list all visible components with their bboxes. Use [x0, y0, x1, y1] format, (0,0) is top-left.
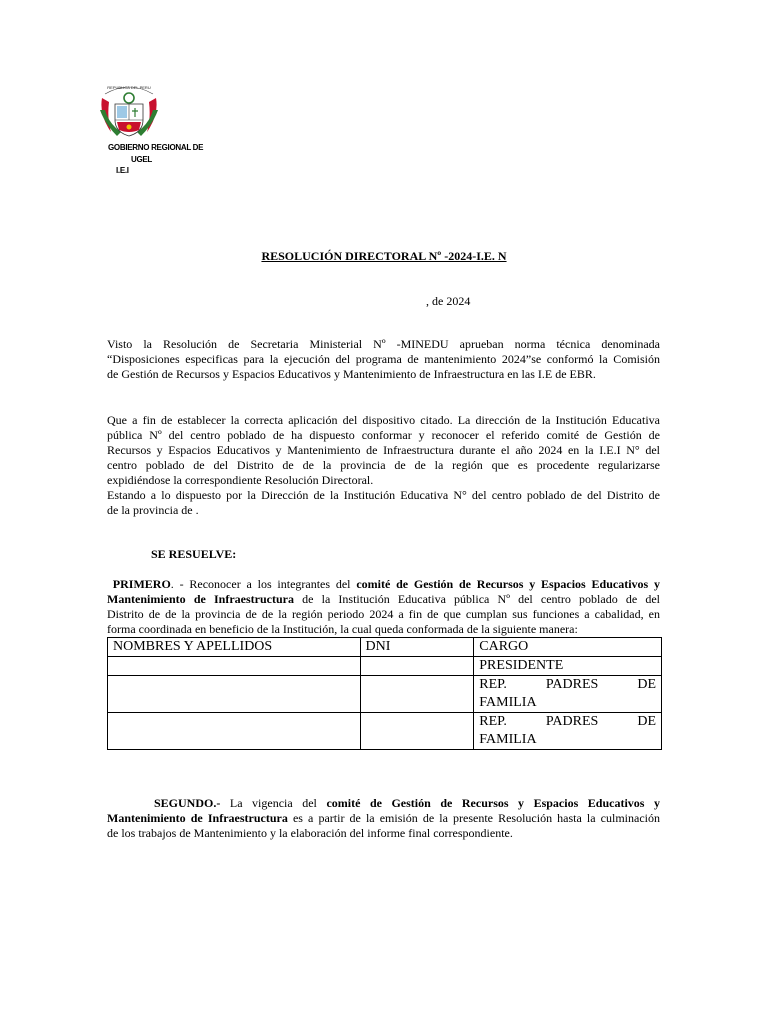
table-row	[108, 657, 662, 676]
table-row	[108, 713, 662, 750]
primero-text: Reconocer a los integrantes del	[183, 577, 357, 591]
committee-name: comité de Gestión de Recursos y Espacios Educativos y	[326, 796, 661, 810]
visto-paragraph	[107, 337, 660, 382]
considerando-line: de la provincia de .	[107, 503, 199, 517]
segundo-text: es a partir de la emisión de la presente Resolución hasta la culminación	[287, 811, 660, 825]
cargo-text: REP. PADRES DE	[479, 677, 656, 692]
considerando-line: Recursos y Espacios Educativos y Mantenimiento de Infraestructura durante el año 2024 en la I.E.I N° del	[107, 443, 660, 457]
considerando-paragraph	[107, 413, 660, 518]
cargo-text: REP. PADRES DE	[479, 714, 656, 729]
primero-text: de la Institución Educativa pública Nº del centro poblado de del	[293, 592, 661, 606]
resolution-date: , de 2024	[426, 294, 471, 308]
primero-line: forma coordinada en beneficio de la Institución, la cual queda conformada de la siguiente manera:	[107, 622, 578, 636]
segundo-line	[107, 796, 660, 811]
se-resuelve-heading: SE RESUELVE:	[151, 547, 237, 561]
segundo-text: La vigencia del	[220, 796, 327, 810]
visto-line: de Gestión de Recursos y Espacios Educativos y Mantenimiento de Infraestructura en las I.E de EBR.	[107, 367, 596, 381]
committee-name: Mantenimiento de Infraestructura	[107, 592, 294, 606]
primero-label: PRIMERO	[112, 577, 171, 591]
considerando-line: Estando a lo dispuesto por la Dirección de la Institución Educativa N° del centro poblado de del Distrito de	[107, 488, 660, 502]
cargo-cell	[474, 713, 662, 750]
segundo-line	[107, 811, 660, 826]
cargo-text: PRESIDENTE	[479, 658, 564, 673]
cargo-cell	[474, 676, 662, 713]
org-iei-line: I.E.I	[116, 166, 129, 175]
segundo-label: SEGUNDO.-	[154, 796, 221, 810]
header-cargo: CARGO	[474, 638, 662, 657]
considerando-line: Que a fin de establecer la correcta aplicación del dispositivo citado. La dirección de la Institución Educativa	[107, 413, 660, 427]
dni-cell[interactable]	[360, 657, 474, 676]
cargo-cell	[474, 657, 662, 676]
header-nombres: NOMBRES Y APELLIDOS	[108, 638, 361, 657]
cargo-text: FAMILIA	[479, 732, 537, 747]
primero-sep: . -	[170, 577, 184, 591]
org-name-line1: GOBIERNO REGIONAL DE	[108, 143, 204, 152]
crest-label: REPUBLICA DEL PERU	[107, 85, 151, 90]
primero-line: Distrito de de la provincia de de la región periodo 2024 a fin de que cumplan sus funciones a cabalidad, en	[107, 607, 660, 621]
visto-line: “Disposiciones especificas para la ejecución del programa de mantenimiento 2024”se conformó la Comisión	[107, 352, 660, 366]
committee-members-table	[107, 637, 662, 750]
committee-name: Mantenimiento de Infraestructura	[107, 811, 288, 825]
considerando-line: expidiéndose la correspondiente Resolución Directoral.	[107, 473, 374, 487]
table-header-row	[108, 638, 662, 657]
org-ugel-line: UGEL	[131, 155, 153, 164]
name-cell[interactable]	[108, 713, 361, 750]
table-row	[108, 676, 662, 713]
dni-cell[interactable]	[360, 676, 474, 713]
peru-coat-of-arms-icon	[97, 80, 161, 142]
resolution-title: RESOLUCIÓN DIRECTORAL Nº -2024-I.E. N	[261, 249, 507, 263]
dni-cell[interactable]	[360, 713, 474, 750]
primero-line	[107, 592, 660, 607]
cargo-text: FAMILIA	[479, 695, 537, 710]
considerando-line: centro poblado de del Distrito de de la provincia de de la región que es procedente regularizarse	[107, 458, 660, 472]
primero-line	[107, 577, 660, 592]
primero-paragraph	[107, 577, 660, 637]
name-cell[interactable]	[108, 676, 361, 713]
header-dni: DNI	[360, 638, 474, 657]
visto-line: Visto la Resolución de Secretaria Ministerial Nº -MINEDU aprueban norma técnica denominada	[107, 337, 660, 351]
name-cell[interactable]	[108, 657, 361, 676]
segundo-line: de los trabajos de Mantenimiento y la elaboración del informe final correspondiente.	[107, 826, 513, 840]
committee-name: comité de Gestión de Recursos y Espacios Educativos y	[356, 577, 660, 591]
considerando-line: pública Nº del centro poblado de ha dispuesto conformar y reconocer el referido comité de Gestión de	[107, 428, 660, 442]
segundo-paragraph	[107, 796, 660, 841]
